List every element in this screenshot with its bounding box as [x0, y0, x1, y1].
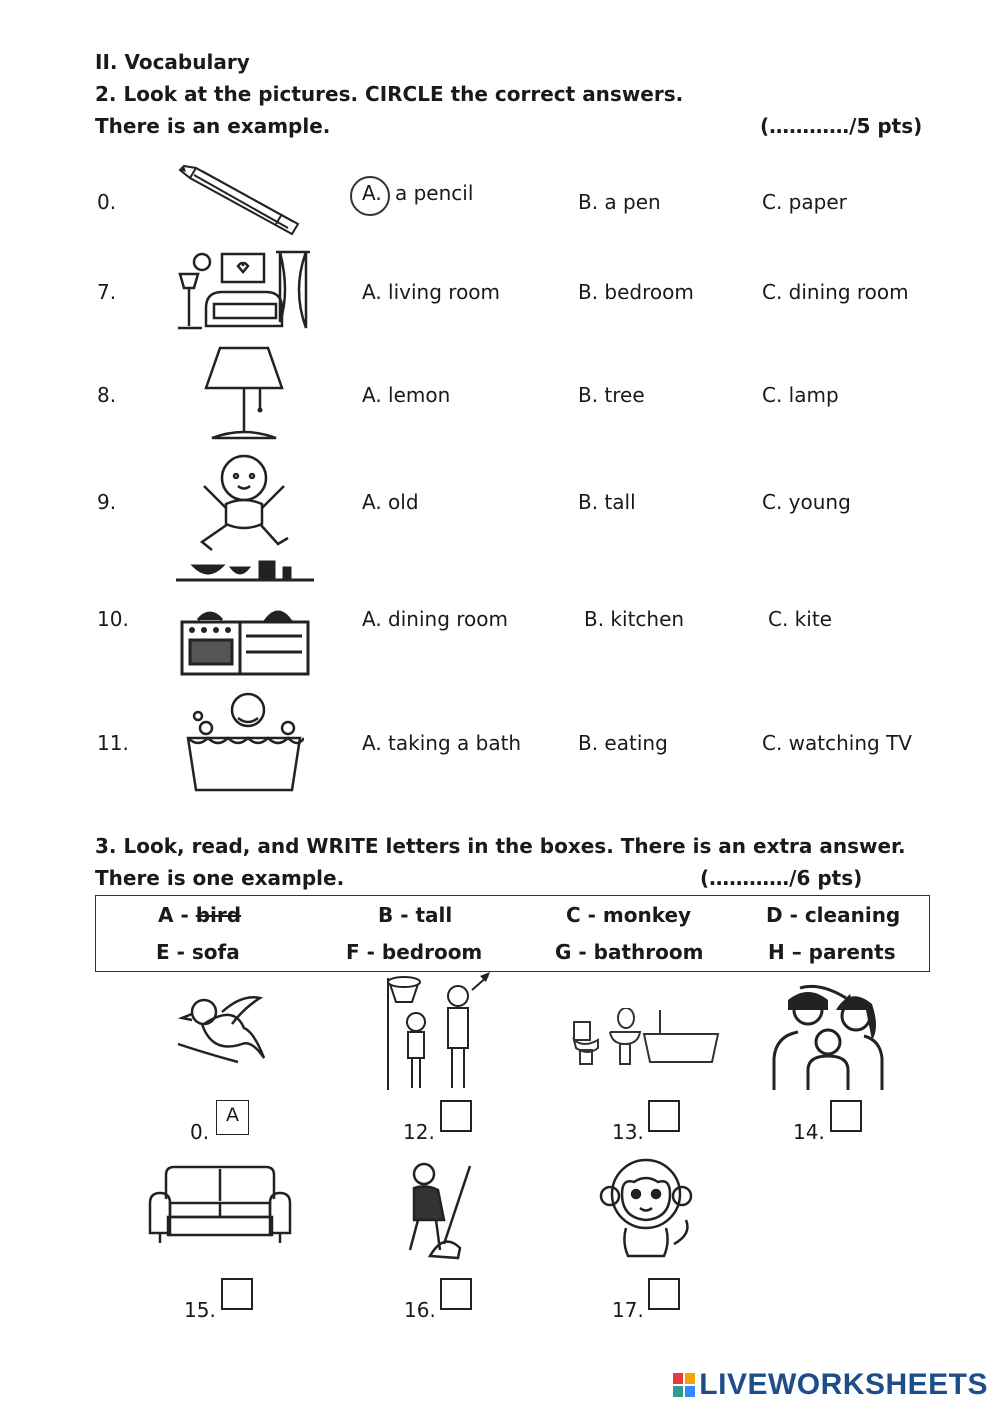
- option-b[interactable]: B. eating: [578, 731, 668, 755]
- item-number: 12.: [403, 1120, 435, 1144]
- option-a[interactable]: A. taking a bath: [362, 731, 522, 755]
- parents-picture: [770, 984, 886, 1092]
- word-bank-item: A - bird: [158, 903, 242, 927]
- option-a[interactable]: A. lemon: [362, 383, 451, 407]
- tall-boy-picture: [384, 970, 494, 1092]
- item-number: 0.: [190, 1120, 210, 1144]
- question-number: 11.: [97, 731, 129, 755]
- word-bank-item: B - tall: [378, 903, 453, 927]
- section-title: II. Vocabulary: [95, 50, 250, 74]
- item-number: 15.: [184, 1298, 216, 1322]
- option-c[interactable]: C. watching TV: [762, 731, 912, 755]
- word-bank-item: E - sofa: [156, 940, 240, 964]
- item-number: 17.: [612, 1298, 644, 1322]
- option-a[interactable]: A. dining room: [362, 607, 508, 631]
- word-bank-item: G - bathroom: [555, 940, 704, 964]
- living-room-picture: [172, 248, 314, 334]
- option-c[interactable]: C. dining room: [762, 280, 909, 304]
- item-number: 16.: [404, 1298, 436, 1322]
- pencil-picture: [178, 162, 308, 236]
- task2-score: (…………/5 pts): [760, 114, 923, 138]
- option-a-label[interactable]: A.: [362, 181, 382, 205]
- word-bank-item: F - bedroom: [346, 940, 483, 964]
- task3-instruction: 3. Look, read, and WRITE letters in the boxes. There is an extra answer.: [95, 834, 906, 858]
- word-bank-item: H – parents: [768, 940, 896, 964]
- task3-score: (…………/6 pts): [700, 866, 863, 890]
- answer-box[interactable]: [830, 1100, 862, 1132]
- answer-box[interactable]: [440, 1278, 472, 1310]
- option-b[interactable]: B. tree: [578, 383, 645, 407]
- kitchen-picture: [174, 556, 316, 680]
- question-number: 9.: [97, 490, 117, 514]
- item-number: 13.: [612, 1120, 644, 1144]
- question-number: 8.: [97, 383, 117, 407]
- task3-example-note: There is one example.: [95, 866, 345, 890]
- item-number: 14.: [793, 1120, 825, 1144]
- question-number: 10.: [97, 607, 129, 631]
- sofa-picture: [146, 1165, 294, 1247]
- monkey-picture: [598, 1156, 694, 1260]
- question-number: 0.: [97, 190, 117, 214]
- example-answer-box: A: [216, 1100, 249, 1135]
- option-a[interactable]: A. living room: [362, 280, 501, 304]
- option-b[interactable]: B. bedroom: [578, 280, 694, 304]
- word-bank-item: C - monkey: [566, 903, 692, 927]
- task2-instruction: 2. Look at the pictures. CIRCLE the correct answers.: [95, 82, 684, 106]
- question-number: 7.: [97, 280, 117, 304]
- option-c[interactable]: C. paper: [762, 190, 847, 214]
- word-bank-item: D - cleaning: [766, 903, 901, 927]
- lamp-picture: [198, 344, 290, 444]
- answer-box[interactable]: [648, 1100, 680, 1132]
- liveworksheets-logo: [673, 1368, 988, 1402]
- option-c[interactable]: C. young: [762, 490, 851, 514]
- option-b[interactable]: B. a pen: [578, 190, 661, 214]
- answer-box[interactable]: [648, 1278, 680, 1310]
- baby-picture: [196, 450, 294, 554]
- option-b[interactable]: B. tall: [578, 490, 636, 514]
- bath-picture: [184, 688, 304, 796]
- option-b[interactable]: B. kitchen: [584, 607, 685, 631]
- task2-example-note: There is an example.: [95, 114, 331, 138]
- cleaning-picture: [400, 1160, 480, 1260]
- liveworksheets-logo-icon: [673, 1373, 695, 1397]
- bathroom-picture: [570, 1008, 722, 1066]
- bird-picture: [172, 992, 268, 1068]
- option-a-text[interactable]: a pencil: [395, 181, 474, 205]
- answer-box[interactable]: [440, 1100, 472, 1132]
- answer-box[interactable]: [221, 1278, 253, 1310]
- option-a[interactable]: A. old: [362, 490, 419, 514]
- option-c[interactable]: C. kite: [768, 607, 832, 631]
- brand-name: LIVEWORKSHEETS: [699, 1368, 988, 1401]
- option-c[interactable]: C. lamp: [762, 383, 839, 407]
